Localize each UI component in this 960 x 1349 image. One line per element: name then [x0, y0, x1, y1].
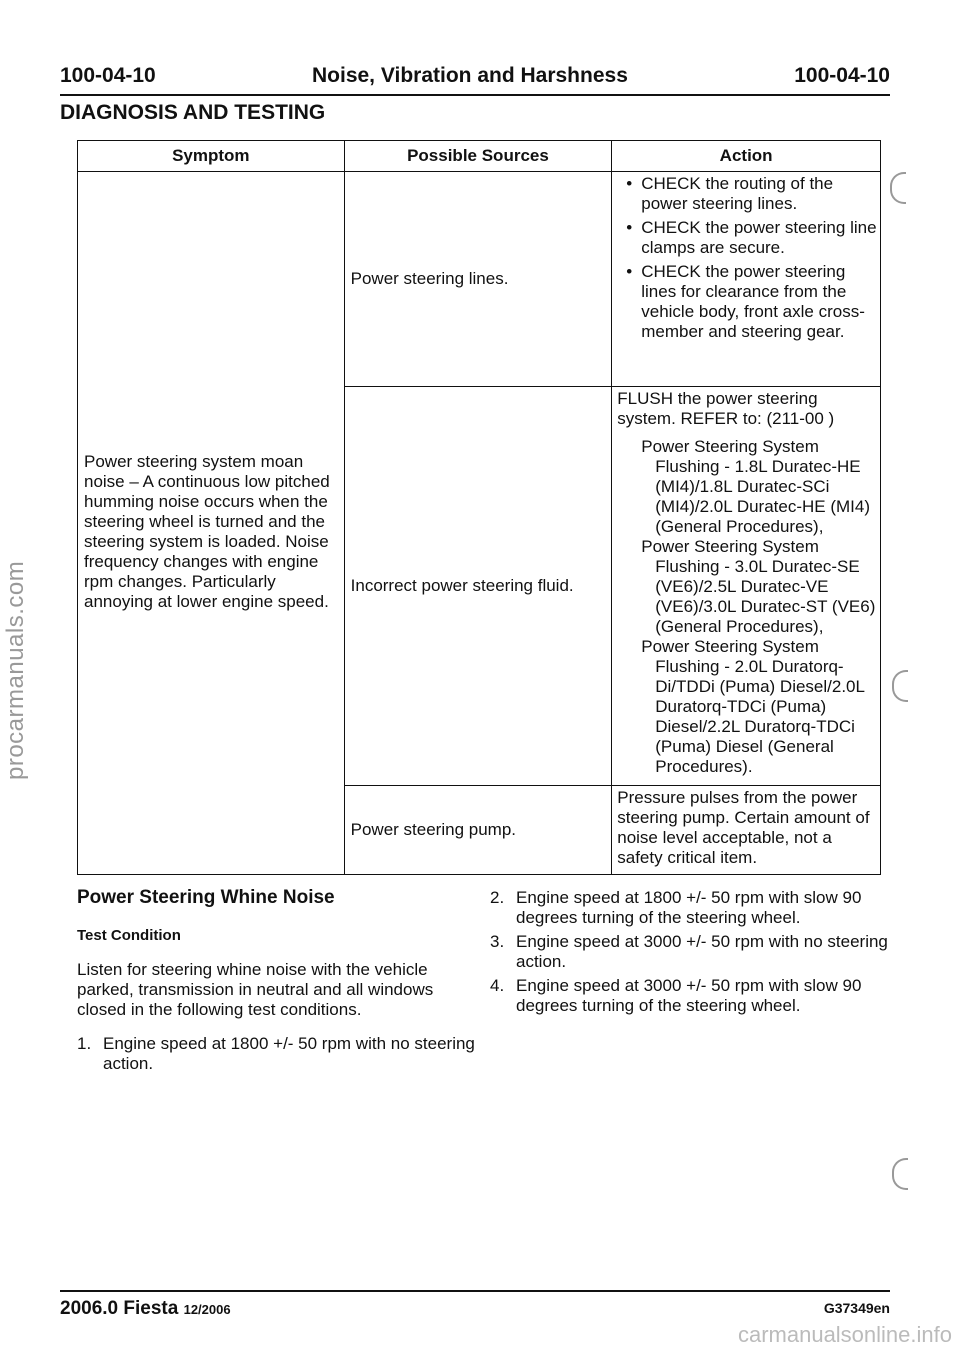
column-header-symptom: Symptom: [78, 141, 345, 172]
footer-code: G37349en: [823, 1300, 890, 1316]
binder-hole-mark: [892, 1158, 908, 1190]
bottom-watermark: carmanualsonline.info: [737, 1322, 952, 1347]
step-number: 2.: [490, 888, 505, 907]
header-rule: [60, 94, 890, 96]
reference-title: Power Steering System: [641, 437, 819, 456]
header-page-number-left: 100-04-10: [60, 64, 156, 87]
reference-title: Power Steering System: [641, 637, 819, 656]
page-header: [60, 64, 890, 94]
list-item: [490, 932, 890, 972]
list-item: [617, 174, 877, 214]
reference-detail: Flushing - 1.8L Duratec-HE (MI4)/1.8L Duratec-SCi (MI4)/2.0L Duratec-HE (MI4) (General Procedures),: [655, 457, 870, 536]
header-page-number-right: 100-04-10: [794, 64, 890, 87]
symptom-cell: Power steering system moan noise – A continuous low pitched humming noise occurs when the steering wheel is turned and the steering system is loaded. Noise frequency changes with engine rpm changes. Particularly annoying at lower engine speed.: [78, 172, 345, 875]
action-intro: FLUSH the power steering system. REFER to: (211-00 ): [617, 389, 835, 428]
list-item: [490, 888, 890, 928]
reference-detail: Flushing - 2.0L Duratorq-Di/TDDi (Puma) Diesel/2.0L Duratorq-TDCi (Puma) Diesel/2.2L Duratorq-TDCi (Puma) Diesel (General Procedures).: [655, 657, 865, 776]
step-text: Engine speed at 1800 +/- 50 rpm with no steering action.: [103, 1034, 475, 1073]
bullet-icon: •: [626, 218, 633, 237]
whine-title: Power Steering Whine Noise: [77, 887, 335, 908]
table-header-row: [78, 141, 881, 172]
whine-section-left: [77, 888, 477, 1078]
source-cell: Power steering pump.: [344, 786, 612, 875]
column-header-action: Action: [612, 141, 881, 172]
source-cell: Power steering lines.: [344, 172, 612, 387]
action-bullet-text: CHECK the power steering line clamps are secure.: [641, 218, 877, 257]
step-number: 4.: [490, 976, 505, 995]
step-number: 1.: [77, 1034, 92, 1053]
step-number: 3.: [490, 932, 505, 951]
action-bullet-text: CHECK the routing of the power steering lines.: [641, 174, 834, 213]
reference-detail: Flushing - 3.0L Duratec-SE (VE6)/2.5L Duratec-VE (VE6)/3.0L Duratec-ST (VE6) (General Procedures),: [655, 557, 876, 636]
footer-model: [60, 1298, 231, 1320]
step-text: Engine speed at 3000 +/- 50 rpm with no steering action.: [516, 932, 888, 971]
bullet-icon: •: [626, 262, 633, 281]
action-cell: Pressure pulses from the power steering pump. Certain amount of noise level acceptable, not a safety critical item.: [612, 786, 881, 875]
test-condition-heading: Test Condition: [77, 927, 181, 944]
section-title: DIAGNOSIS AND TESTING: [60, 101, 326, 124]
reference-title: Power Steering System: [641, 537, 819, 556]
side-watermark: procarmanuals.com: [2, 560, 29, 780]
list-item: [617, 218, 877, 258]
column-header-sources: Possible Sources: [344, 141, 612, 172]
footer-date: 12/2006: [183, 1302, 231, 1317]
footer-rule: [60, 1290, 890, 1292]
bullet-icon: •: [626, 174, 633, 193]
list-item: [77, 1034, 477, 1074]
list-item: [490, 976, 890, 1016]
action-bullet-text: CHECK the power steering lines for clearance from the vehicle body, front axle cross-member and steering gear.: [641, 262, 865, 341]
source-cell: Incorrect power steering fluid.: [344, 387, 612, 786]
action-cell: [612, 387, 881, 786]
step-text: Engine speed at 1800 +/- 50 rpm with slow 90 degrees turning of the steering wheel.: [516, 888, 862, 927]
step-text: Engine speed at 3000 +/- 50 rpm with slow 90 degrees turning of the steering wheel.: [516, 976, 862, 1015]
action-cell: [612, 172, 881, 387]
table-row: [78, 172, 881, 387]
test-condition-intro: Listen for steering whine noise with the vehicle parked, transmission in neutral and all windows closed in the following test conditions.: [77, 960, 434, 1019]
list-item: [617, 262, 877, 342]
header-title: Noise, Vibration and Harshness: [312, 64, 628, 87]
binder-hole-mark: [890, 172, 906, 204]
whine-section-right: [490, 888, 890, 1020]
binder-hole-mark: [892, 670, 908, 702]
diagnosis-table: [77, 140, 881, 875]
footer-model-name: 2006.0 Fiesta: [60, 1298, 179, 1319]
